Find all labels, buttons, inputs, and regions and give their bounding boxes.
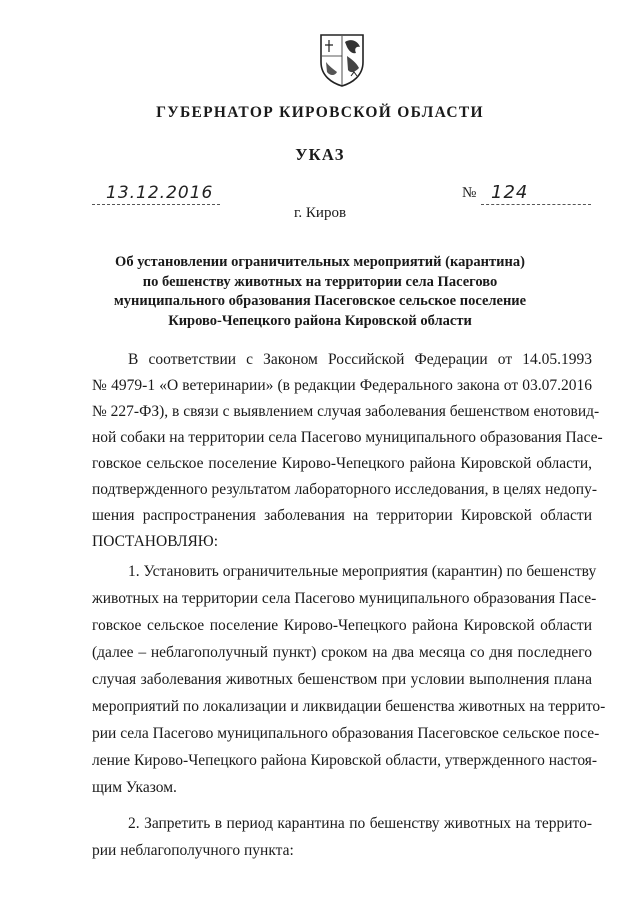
title-line: по бешенству животных на территории села Пасегово — [142, 273, 498, 290]
body-line: мероприятий по локализации и ликвидации бешенства животных на террито- — [92, 698, 606, 715]
body-line: подтвержденного результатом лабораторного исследования, в целях недопу- — [92, 481, 597, 498]
date-field — [92, 180, 220, 205]
handwritten-number: 124 — [491, 182, 529, 203]
document-type: УКАЗ — [295, 145, 345, 164]
place-of-issue: г. Киров — [293, 205, 347, 221]
number-sign: № — [462, 185, 477, 201]
body-line: 2. Запретить в период карантина по бешенству животных на террито- — [128, 815, 592, 832]
coat-of-arms-emblem — [318, 32, 366, 88]
body-line: № 4979-1 «О ветеринарии» (в редакции Федерального закона от 03.07.2016 — [92, 377, 592, 394]
body-line: говское сельское поселение Кирово-Чепецкого района Кировской области — [92, 617, 592, 634]
body-line: говское сельское поселение Кирово-Чепецкого района Кировской области, — [92, 455, 592, 472]
body-line: ление Кирово-Чепецкого района Кировской области, утвержденного настоя- — [92, 752, 598, 769]
body-line: щим Указом. — [92, 779, 177, 796]
issuing-authority: ГУБЕРНАТОР КИРОВСКОЙ ОБЛАСТИ — [156, 104, 484, 121]
body-line: 1. Установить ограничительные мероприятия (карантин) по бешенству — [128, 563, 597, 580]
body-line: В соответствии с Законом Российской Федерации от 14.05.1993 — [128, 351, 592, 368]
title-line: Об установлении ограничительных мероприятий (карантина) — [115, 254, 525, 270]
number-field — [481, 180, 591, 205]
body-line: случая заболевания животных бешенством при условии выполнения плана — [92, 671, 592, 688]
body-line-decree: ПОСТАНОВЛЯЮ: — [92, 533, 219, 550]
body-line: ной собаки на территории села Пасегово муниципального образования Пасе- — [92, 429, 603, 446]
document-title — [0, 253, 640, 331]
title-line: муниципального образования Пасеговское сельское поселение — [113, 293, 527, 309]
handwritten-date: 13.12.2016 — [106, 183, 214, 203]
body-line: рии неблагополучного пункта: — [92, 842, 294, 859]
body-line: (далее – неблагополучный пункт) сроком на два месяца со дня последнего — [92, 644, 592, 661]
body-line: рии села Пасегово муниципального образования Пасеговское сельское посе- — [92, 725, 600, 742]
body-line: шения распространения заболевания на территории Кировской области — [92, 507, 592, 524]
title-line: Кирово-Чепецкого района Кировской области — [168, 312, 472, 329]
body-line: животных на территории села Пасегово муниципального образования Пасе- — [92, 590, 597, 607]
body-line: № 227-ФЗ), в связи с выявлением случая заболевания бешенством енотовид- — [92, 403, 600, 420]
